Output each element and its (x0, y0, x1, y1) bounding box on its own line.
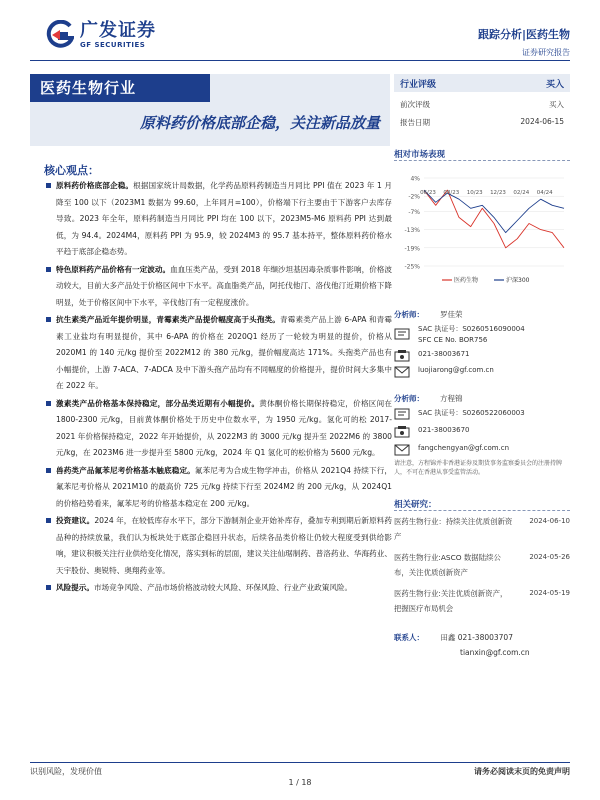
certificate-icon (394, 328, 410, 340)
contact-row (394, 632, 570, 643)
analyst-1-name: 罗佳荣 (440, 309, 463, 319)
header-divider (30, 60, 570, 61)
y-tick-label: -19% (404, 245, 420, 253)
market-chart-svg (394, 170, 570, 290)
analyst-2 (394, 392, 570, 466)
phone-icon (394, 426, 410, 438)
footer-disclaimer: 请务必阅读末页的免责声明 (474, 767, 570, 776)
bullet-heading: 风险提示。 (56, 583, 94, 592)
list-item (56, 513, 392, 579)
x-tick-label: 06/23 (420, 190, 436, 197)
report-title: 原料药价格底部企稳，关注新品放量 (139, 114, 380, 132)
list-item (56, 463, 392, 513)
report-date-label: 报告日期 (400, 118, 430, 127)
bullet-body: 黄体酮价格长期保持稳定，价格区间在 1800-2300 元/kg，目前黄体酮价格处于历史中位数水平，为 1950 元/kg。氢化可的松 2017-2021 年价格保持稳定，2022 年开始提价，从 2022M3 的 3000 元/kg 提升至 2022M6 的 3800 元/kg，在 2023M6 进一步提升至 5800 元/kg，2024 年 Q1 氢化可的松价格为 5600 元/kg。 (56, 398, 392, 457)
rating-label: 行业评级 (400, 79, 437, 90)
market-chart-divider (394, 160, 570, 161)
bullet-body: 根据国家统计局数据，化学药品原料药制造当月同比 PPI 值在 2023 年 1 月降至 100 以下（2023M1 数据为 99.60，上年同月=100），价格端下行主要由于下游客户去库存导致。2023 年全年，原料药制造当月同比 PPI 均在 100 以下，2023M5-M6 原料药 PPI 达到最低，为 94.4。2024M4，原料药 PPI 为 95.9，较 2024M3 的 95.7 基本持平，整体原料药价格水平趋于底部企稳态势。 (56, 181, 392, 256)
research-title[interactable]: 医药生物行业:关注优质创新资产，把握医疗布局机会 (394, 589, 508, 613)
list-item (56, 396, 392, 462)
previous-rating-value: 买入 (549, 100, 564, 109)
report-type-block (478, 26, 570, 58)
market-chart-title: 相对市场表现 (394, 150, 446, 160)
analyst-1-name-row (394, 308, 570, 320)
analyst-label: 分析师： (394, 393, 424, 403)
previous-rating-label: 前次评级 (400, 100, 430, 109)
core-viewpoints-heading: 核心观点： (44, 164, 99, 177)
core-viewpoints-list (56, 178, 392, 598)
bullet-heading: 抗生素类产品近年提价明显，青霉素类产品提价幅度高于头孢类。 (56, 315, 281, 324)
related-research-list (394, 514, 570, 616)
legend-label: 医药生物 (454, 277, 479, 284)
contact-label: 联系人： (394, 633, 424, 642)
list-item (56, 178, 392, 261)
analyst-1-details (394, 324, 570, 390)
footer-divider (30, 762, 570, 763)
bullet-body: 血血压类产品，受到 2018 年缬沙坦基因毒杂质事件影响，价格波动较大，目前大多产品处于价格区间中下水平。高血脂类产品，阿托伐他汀、洛伐他汀近期价格下降明显，处于价格区间中下水平，辛伐他汀有一定程度涨价。 (56, 264, 393, 307)
bullet-body: 市场竞争风险、产品市场价格波动较大风险、环保风险、行业产业政策风险。 (93, 583, 353, 592)
x-tick-label: 08/23 (443, 190, 460, 197)
y-tick-label: -7% (408, 208, 420, 216)
rating-header (394, 74, 570, 92)
y-tick-label: -2% (408, 193, 420, 201)
gf-logo-icon (44, 20, 74, 50)
y-tick-label: 4% (410, 175, 420, 183)
analyst-2-phone: 021-38003670 (418, 426, 470, 434)
report-type: 跟踪分析|医药生物 (477, 28, 570, 41)
logo-text-cn: 广发证券 (80, 20, 156, 41)
legend-label: 沪深300 (506, 277, 530, 284)
list-item[interactable] (394, 550, 570, 580)
email-icon (394, 366, 410, 378)
title-banner (30, 74, 390, 146)
analyst-label: 分析师： (394, 309, 424, 319)
analyst-1-sfc: SFC CE No. BOR756 (418, 336, 488, 344)
bullet-body: 2024 年，在较低库存水平下，部分下游制剂企业开始补库存，叠加专利到期后新原料药品种的持续放量，我们认为板块处于底部企稳回升状态，后续各品类价格让仍较大程度受到供给影响，建议积极关注行业供给变化情况，落实到标的层面，建议关注仙琚制药、普洛药业、华海药业、天宇股份、奥锐特、奥翔药业等。 (56, 516, 392, 575)
previous-rating-row (394, 99, 570, 110)
rating-value: 买入 (545, 79, 564, 90)
page-number: 1 / 18 (288, 778, 312, 787)
bullet-heading: 兽药类产品氟苯尼考价格基本触底稳定。 (56, 465, 195, 475)
market-chart (394, 170, 570, 290)
analyst-2-name-row (394, 392, 570, 404)
x-tick-label: 02/24 (513, 190, 530, 197)
analyst-2-sac: SAC 执证号：S0260522060003 (418, 409, 525, 417)
y-tick-label: -25% (404, 263, 420, 271)
analyst-1 (394, 308, 570, 390)
list-item (56, 312, 392, 395)
list-item (56, 580, 392, 597)
rating-box (394, 74, 570, 128)
research-date: 2024-06-10 (529, 517, 570, 525)
contact-block (394, 632, 570, 657)
contact-email[interactable]: tianxin@gf.com.cn (460, 648, 530, 657)
bullet-body: 青霉素类产品上游 6-APA 和青霉素工业盐均有明显提价，其中 6-APA 的价格在 2020Q1 经历了一轮较为明显的提价，价格从 2020M1 的 140 元/kg 提价至 2022M12 的 380 元/kg，提价幅度高达 171%。头孢类产品也有小幅提价，上游 7-ACA、7-ADCA 及中下游头孢产品均有不同幅度的价格提升，提价时间大多集中在 2022 年。 (56, 315, 392, 390)
certificate-icon (394, 408, 410, 420)
company-logo (44, 20, 156, 50)
analyst-2-name: 方程锦 (440, 393, 463, 403)
analyst-1-email[interactable]: luojiarong@gf.com.cn (418, 366, 494, 374)
x-tick-label: 12/23 (490, 190, 506, 197)
report-date-row (394, 117, 570, 128)
research-date: 2024-05-26 (529, 553, 570, 561)
bullet-body: 氟苯尼考为合成生物学冲击，价格从 2021Q4 持续下行，氟苯尼考价格从 2021M10 的最高价 725 元/kg 持续下行至 2024M2 的 200 元/kg，从 2024Q1 的价格趋势看来，氟苯尼考的价格基本稳定在 200 元/kg。 (56, 465, 392, 508)
research-title[interactable]: 医药生物行业:ASCO 数据陆续公布，关注优质创新资产 (394, 553, 501, 577)
related-research-title: 相关研究： (394, 500, 437, 510)
bullet-heading: 特色原料药产品价格有一定波动。 (56, 264, 171, 274)
series-line-healthcare (424, 190, 564, 248)
analyst-2-email[interactable]: fangchengyan@gf.com.cn (418, 444, 510, 452)
list-item (56, 262, 392, 312)
bullet-heading: 原料药价格底部企稳。 (56, 181, 134, 190)
x-tick-label: 04/24 (536, 190, 553, 197)
contact-name-phone: 田鑫 021-38003707 (440, 633, 513, 642)
analyst-disclaimer-note: 请注意，方程锦并非香港证券及期货事务监察委员会的注册持牌人，不可在香港从事受监管活动。 (394, 460, 563, 476)
research-date: 2024-05-19 (529, 589, 570, 597)
y-tick-label: -13% (404, 227, 420, 235)
report-date-value: 2024-06-15 (520, 117, 564, 126)
bullet-heading: 激素类产品价格基本保持稳定，部分品类近期有小幅提价。 (56, 398, 260, 408)
footer-slogan: 识别风险，发现价值 (30, 767, 102, 776)
industry-title: 医药生物行业 (30, 74, 210, 102)
research-title[interactable]: 医药生物行业：持续关注优质创新资产 (394, 517, 513, 541)
list-item[interactable] (394, 514, 570, 544)
related-research-divider (394, 510, 570, 511)
email-icon (394, 444, 410, 456)
report-subtype: 证券研究报告 (522, 48, 570, 57)
analyst-1-phone: 021-38003671 (418, 350, 470, 358)
phone-icon (394, 350, 410, 362)
analyst-1-sac: SAC 执证号：S0260516090004 (418, 325, 525, 333)
logo-text-en: GF SECURITIES (80, 41, 146, 49)
bullet-heading: 投资建议。 (56, 516, 95, 525)
list-item[interactable] (394, 586, 570, 616)
x-tick-label: 10/23 (466, 190, 483, 197)
analyst-2-details (394, 408, 570, 466)
